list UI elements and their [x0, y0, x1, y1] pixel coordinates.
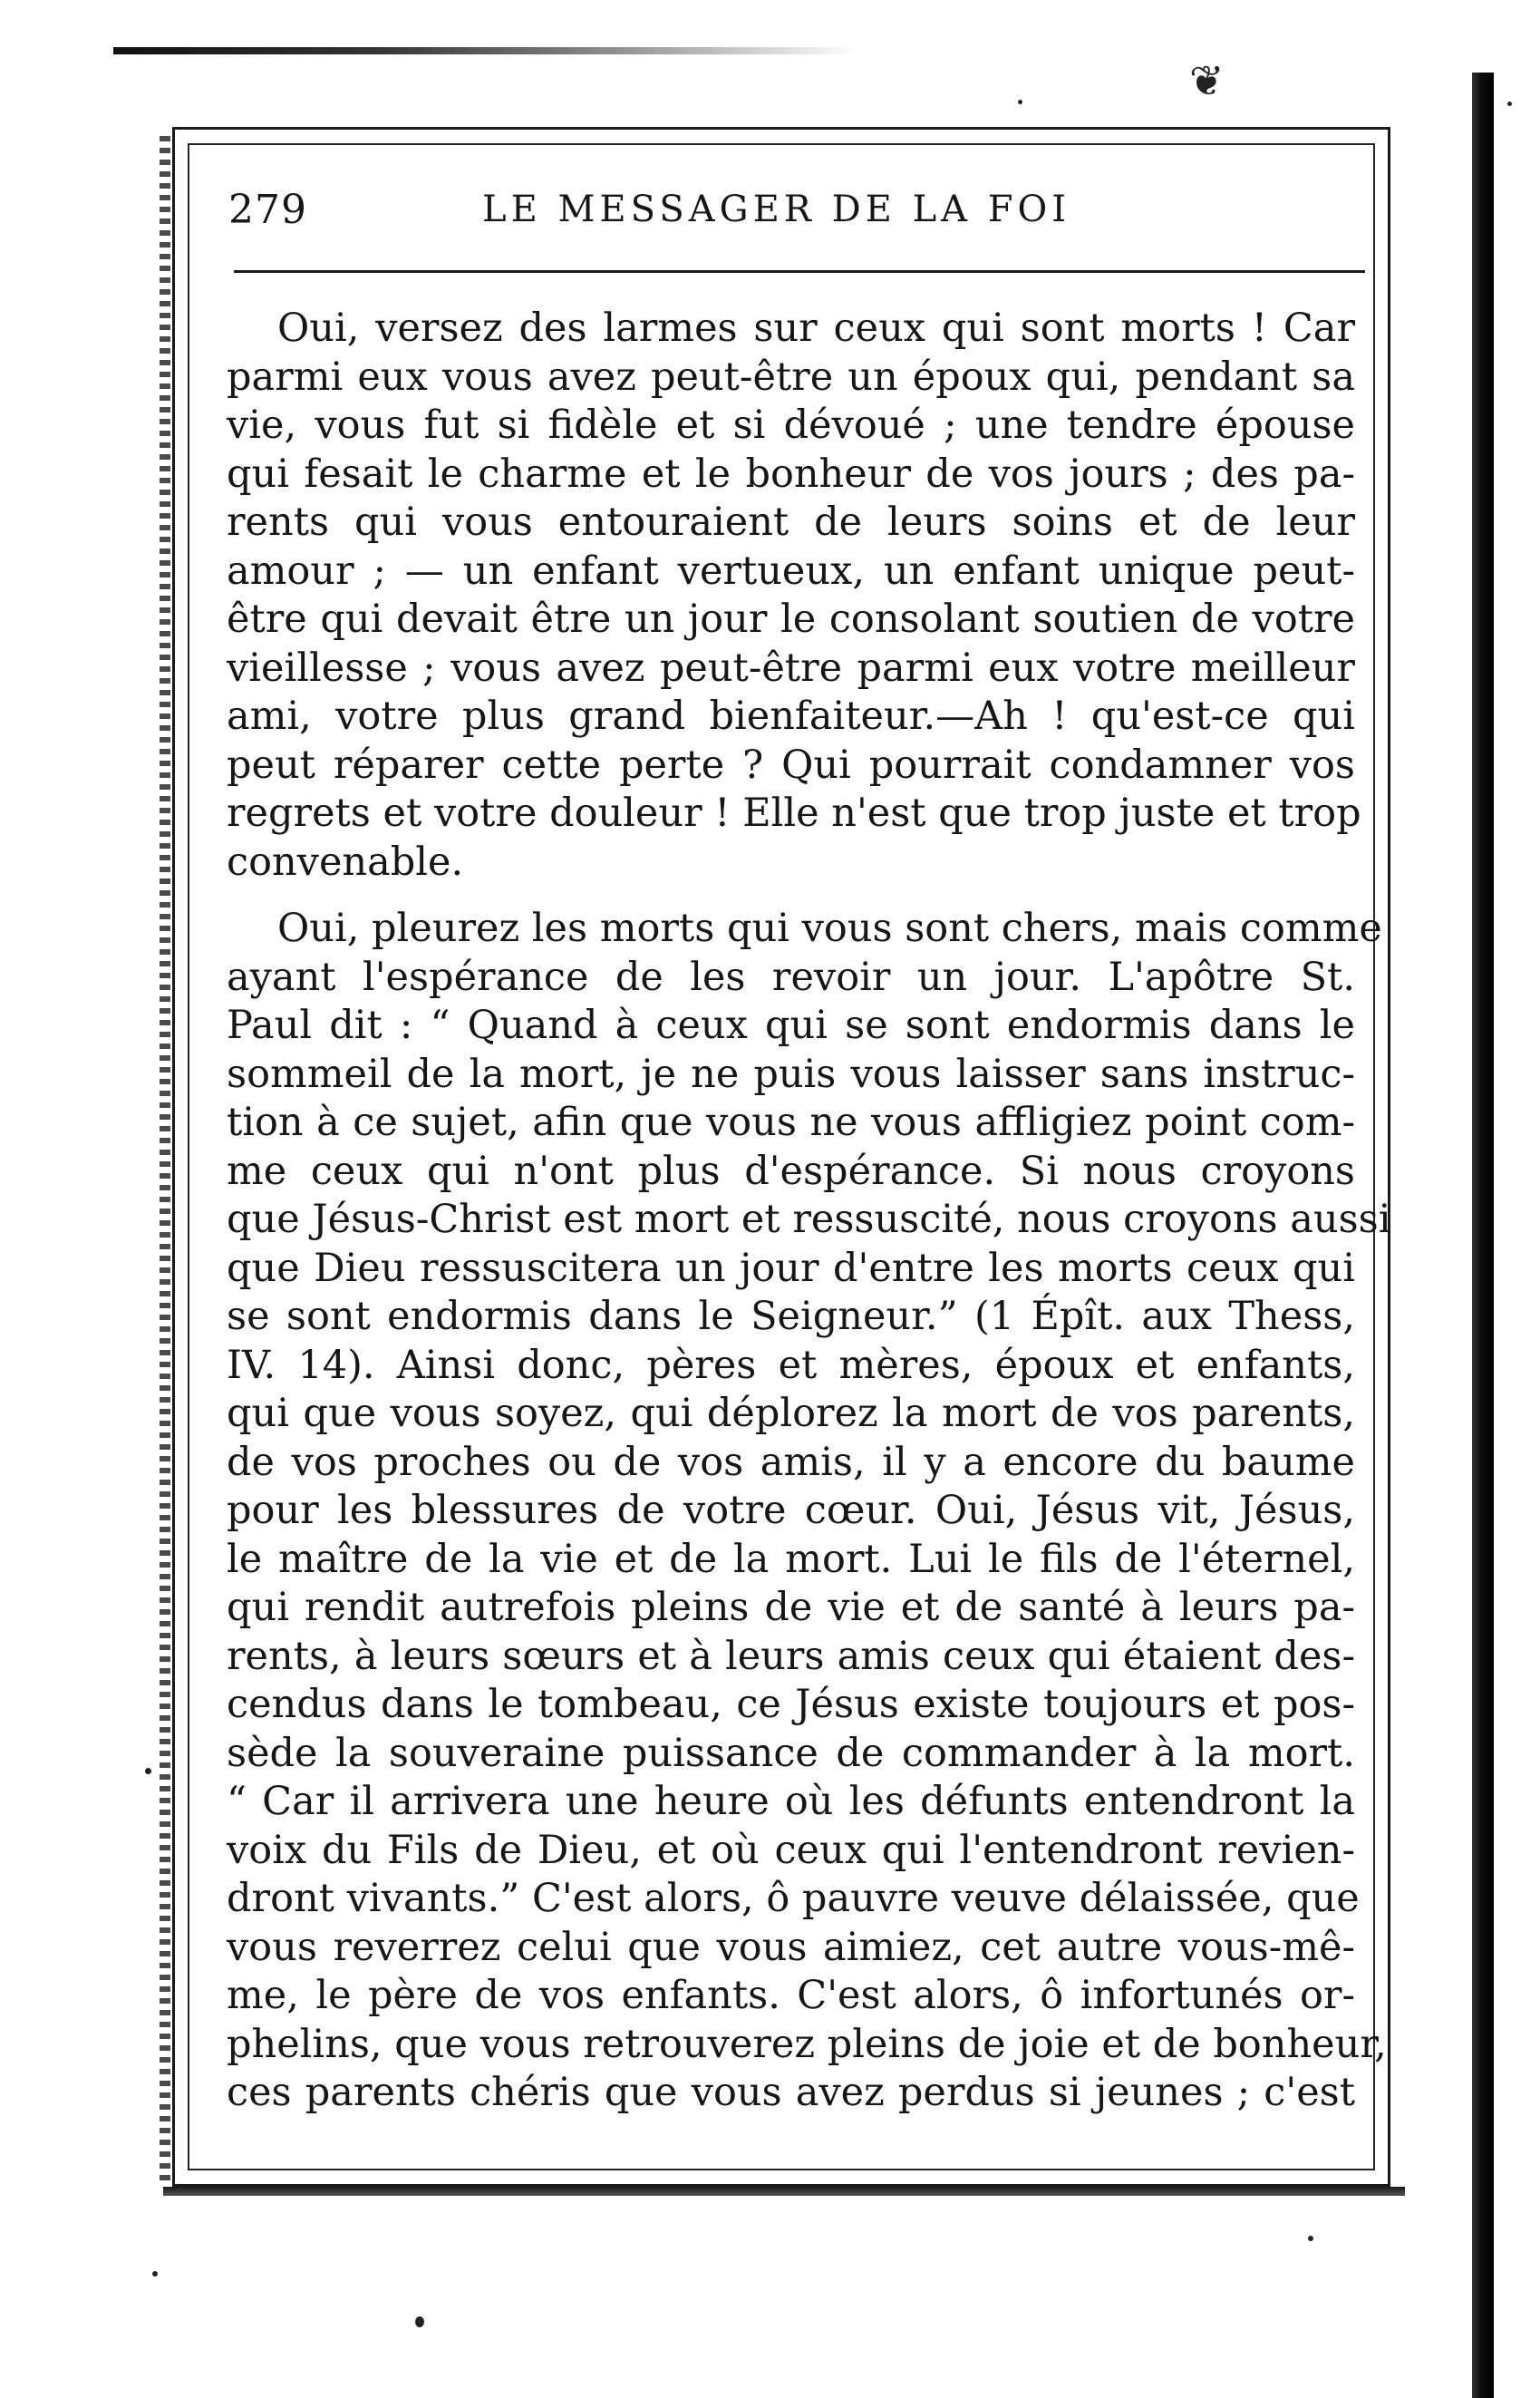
dust-speck — [1507, 102, 1512, 106]
text-line: vie, vous fut si fidèle et si dévoué ; une tendre épouse — [227, 403, 1355, 448]
text-line: amour ; — un enfant vertueux, un enfant unique peut- — [227, 548, 1355, 594]
text-line: qui que vous soyez, qui déplorez la mort de vos parents, — [227, 1391, 1355, 1436]
text-line: que Dieu ressuscitera un jour d'entre les morts ceux qui — [227, 1245, 1355, 1291]
text-line: ces parents chéris que vous avez perdus si jeunes ; c'est — [227, 2070, 1355, 2115]
body-text — [227, 305, 1391, 2118]
text-line: dront vivants.” C'est alors, ô pauvre veuve délaissée, que — [227, 1876, 1360, 1921]
text-line: être qui devait être un jour le consolant soutien de votre — [227, 597, 1355, 642]
text-line: qui fesait le charme et le bonheur de vos jours ; des pa- — [227, 451, 1355, 497]
text-line: sède la souveraine puissance de commander à la mort. — [227, 1730, 1355, 1776]
text-line: ami, votre plus grand bienfaiteur.—Ah ! qu'est-ce qui — [227, 694, 1355, 739]
paragraph-1 — [227, 305, 1361, 887]
journal-title: LE MESSAGER DE LA FOI — [482, 189, 1071, 230]
printer-ornament-icon: ❦ — [1189, 56, 1225, 105]
text-line: Oui, pleurez les morts qui vous sont chers, mais comme — [277, 906, 1382, 951]
running-head — [228, 187, 1371, 241]
text-line: peut réparer cette perte ? Qui pourrait condamner vos — [227, 742, 1355, 788]
text-line: rents qui vous entouraient de leurs soins et de leur — [227, 500, 1355, 545]
text-line: “ Car il arrivera une heure où les défunts entendront la — [227, 1779, 1355, 1824]
paragraph-gap — [227, 887, 1355, 905]
text-line: phelins, que vous retrouverez pleins de joie et de bonheur, — [227, 2021, 1387, 2067]
frame-left-border — [160, 136, 170, 2187]
header-rule — [234, 270, 1365, 273]
dust-speck — [145, 1768, 151, 1774]
text-line: pour les blessures de votre cœur. Oui, Jésus vit, Jésus, — [227, 1488, 1355, 1533]
dust-speck — [1308, 2236, 1313, 2241]
dust-speck — [415, 2316, 424, 2327]
text-line: convenable. — [227, 839, 464, 885]
text-line: se sont endormis dans le Seigneur.” (1 Épît. aux Thess, — [227, 1294, 1355, 1339]
page-number: 279 — [228, 187, 307, 233]
text-line: me ceux qui n'ont plus d'espérance. Si nous croyons — [227, 1148, 1355, 1194]
scan-edge-smudge — [113, 47, 857, 54]
text-line: rents, à leurs sœurs et à leurs amis ceux qui étaient des- — [227, 1633, 1355, 1679]
text-line: Oui, versez des larmes sur ceux qui sont morts ! Car — [277, 306, 1355, 351]
frame-bottom-border — [163, 2187, 1405, 2196]
text-line: cendus dans le tombeau, ce Jésus existe toujours et pos- — [227, 1682, 1355, 1727]
binding-gutter-shadow — [1472, 73, 1494, 2398]
text-line: Paul dit : “ Quand à ceux qui se sont endormis dans le — [227, 1003, 1355, 1048]
dust-speck — [152, 2271, 158, 2277]
text-line: tion à ce sujet, afin que vous ne vous affligiez point com- — [227, 1100, 1355, 1145]
text-line: IV. 14). Ainsi donc, pères et mères, époux et enfants, — [227, 1342, 1355, 1388]
text-line: regrets et votre douleur ! Elle n'est que trop juste et trop — [227, 791, 1361, 836]
text-line: me, le père de vos enfants. C'est alors, ô infortunés or- — [227, 1973, 1355, 2018]
text-line: vieillesse ; vous avez peut-être parmi eux votre meilleur — [227, 645, 1355, 691]
paragraph-2 — [227, 905, 1391, 2118]
dust-speck — [1018, 100, 1022, 104]
text-line: sommeil de la mort, je ne puis vous laisser sans instruc- — [227, 1051, 1355, 1097]
text-line: que Jésus-Christ est mort et ressuscité, nous croyons aussi — [227, 1197, 1391, 1242]
text-line: parmi eux vous avez peut-être un époux qui, pendant sa — [227, 354, 1355, 400]
text-line: le maître de la vie et de la mort. Lui le fils de l'éternel, — [227, 1536, 1355, 1582]
text-line: ayant l'espérance de les revoir un jour. L'apôtre St. — [227, 954, 1355, 1000]
text-line: de vos proches ou de vos amis, il y a encore du baume — [227, 1439, 1355, 1485]
text-line: vous reverrez celui que vous aimiez, cet autre vous-mê- — [227, 1924, 1355, 1970]
text-line: qui rendit autrefois pleins de vie et de santé à leurs pa- — [227, 1585, 1355, 1630]
text-line: voix du Fils de Dieu, et où ceux qui l'entendront revien- — [227, 1827, 1355, 1873]
